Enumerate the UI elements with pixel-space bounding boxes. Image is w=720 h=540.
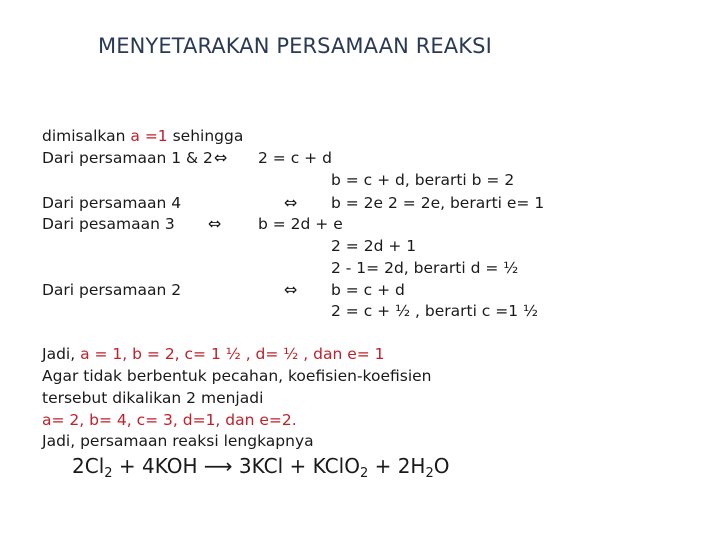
- text-line: Agar tidak berbentuk pecahan, koefisien-koefisien: [42, 367, 432, 385]
- text-line: 2 = c + ½ , berarti c =1 ½: [331, 302, 539, 320]
- equation-part: O: [433, 454, 450, 478]
- highlight-text: a= 2, b= 4, c= 3, d=1, dan e=2.: [42, 411, 297, 429]
- text-line: 2 - 1= 2d, berarti d = ½: [331, 259, 519, 277]
- text-line: Dari pesamaan 3: [42, 215, 175, 233]
- subscript: 2: [104, 466, 113, 481]
- highlight-text: a = 1, b = 2, c= 1 ½ , d= ½ , dan e= 1: [80, 345, 385, 363]
- text-line: 2 = 2d + 1: [331, 237, 417, 255]
- subscript: 2: [359, 466, 369, 481]
- text-line: 2 = c + d: [258, 149, 332, 167]
- text-line: Dari persamaan 4: [42, 194, 182, 212]
- equivalence-arrow-icon: ⇔: [214, 148, 228, 167]
- reaction-equation: [72, 452, 450, 480]
- text-segment: dimisalkan: [42, 127, 131, 145]
- text-line: [42, 126, 243, 146]
- text-line: tersebut dikalikan 2 menjadi: [42, 389, 264, 407]
- equivalence-arrow-icon: ⇔: [284, 193, 298, 212]
- text-line: [42, 344, 385, 364]
- text-segment: Jadi,: [42, 345, 81, 363]
- equation-part: + 4KOH ⟶ 3KCl + KClO: [112, 454, 360, 478]
- equation-part: 2Cl: [72, 454, 105, 478]
- text-line: b = 2e 2 = 2e, berarti e= 1: [331, 194, 545, 212]
- highlight-text: a =1: [130, 127, 168, 145]
- text-line: Dari persamaan 2: [42, 281, 182, 299]
- text-line: b = c + d: [331, 281, 405, 299]
- text-line: Dari persamaan 1 & 2: [42, 149, 213, 167]
- equivalence-arrow-icon: ⇔: [284, 280, 298, 299]
- text-line: Jadi, persamaan reaksi lengkapnya: [42, 432, 314, 450]
- text-line: b = c + d, berarti b = 2: [331, 171, 515, 189]
- equation-part: + 2H: [368, 454, 426, 478]
- equivalence-arrow-icon: ⇔: [208, 214, 222, 233]
- text-segment: sehingga: [167, 127, 244, 145]
- text-line: b = 2d + e: [258, 215, 343, 233]
- subscript: 2: [425, 466, 434, 481]
- page-title: MENYETARAKAN PERSAMAAN REAKSI: [98, 34, 492, 58]
